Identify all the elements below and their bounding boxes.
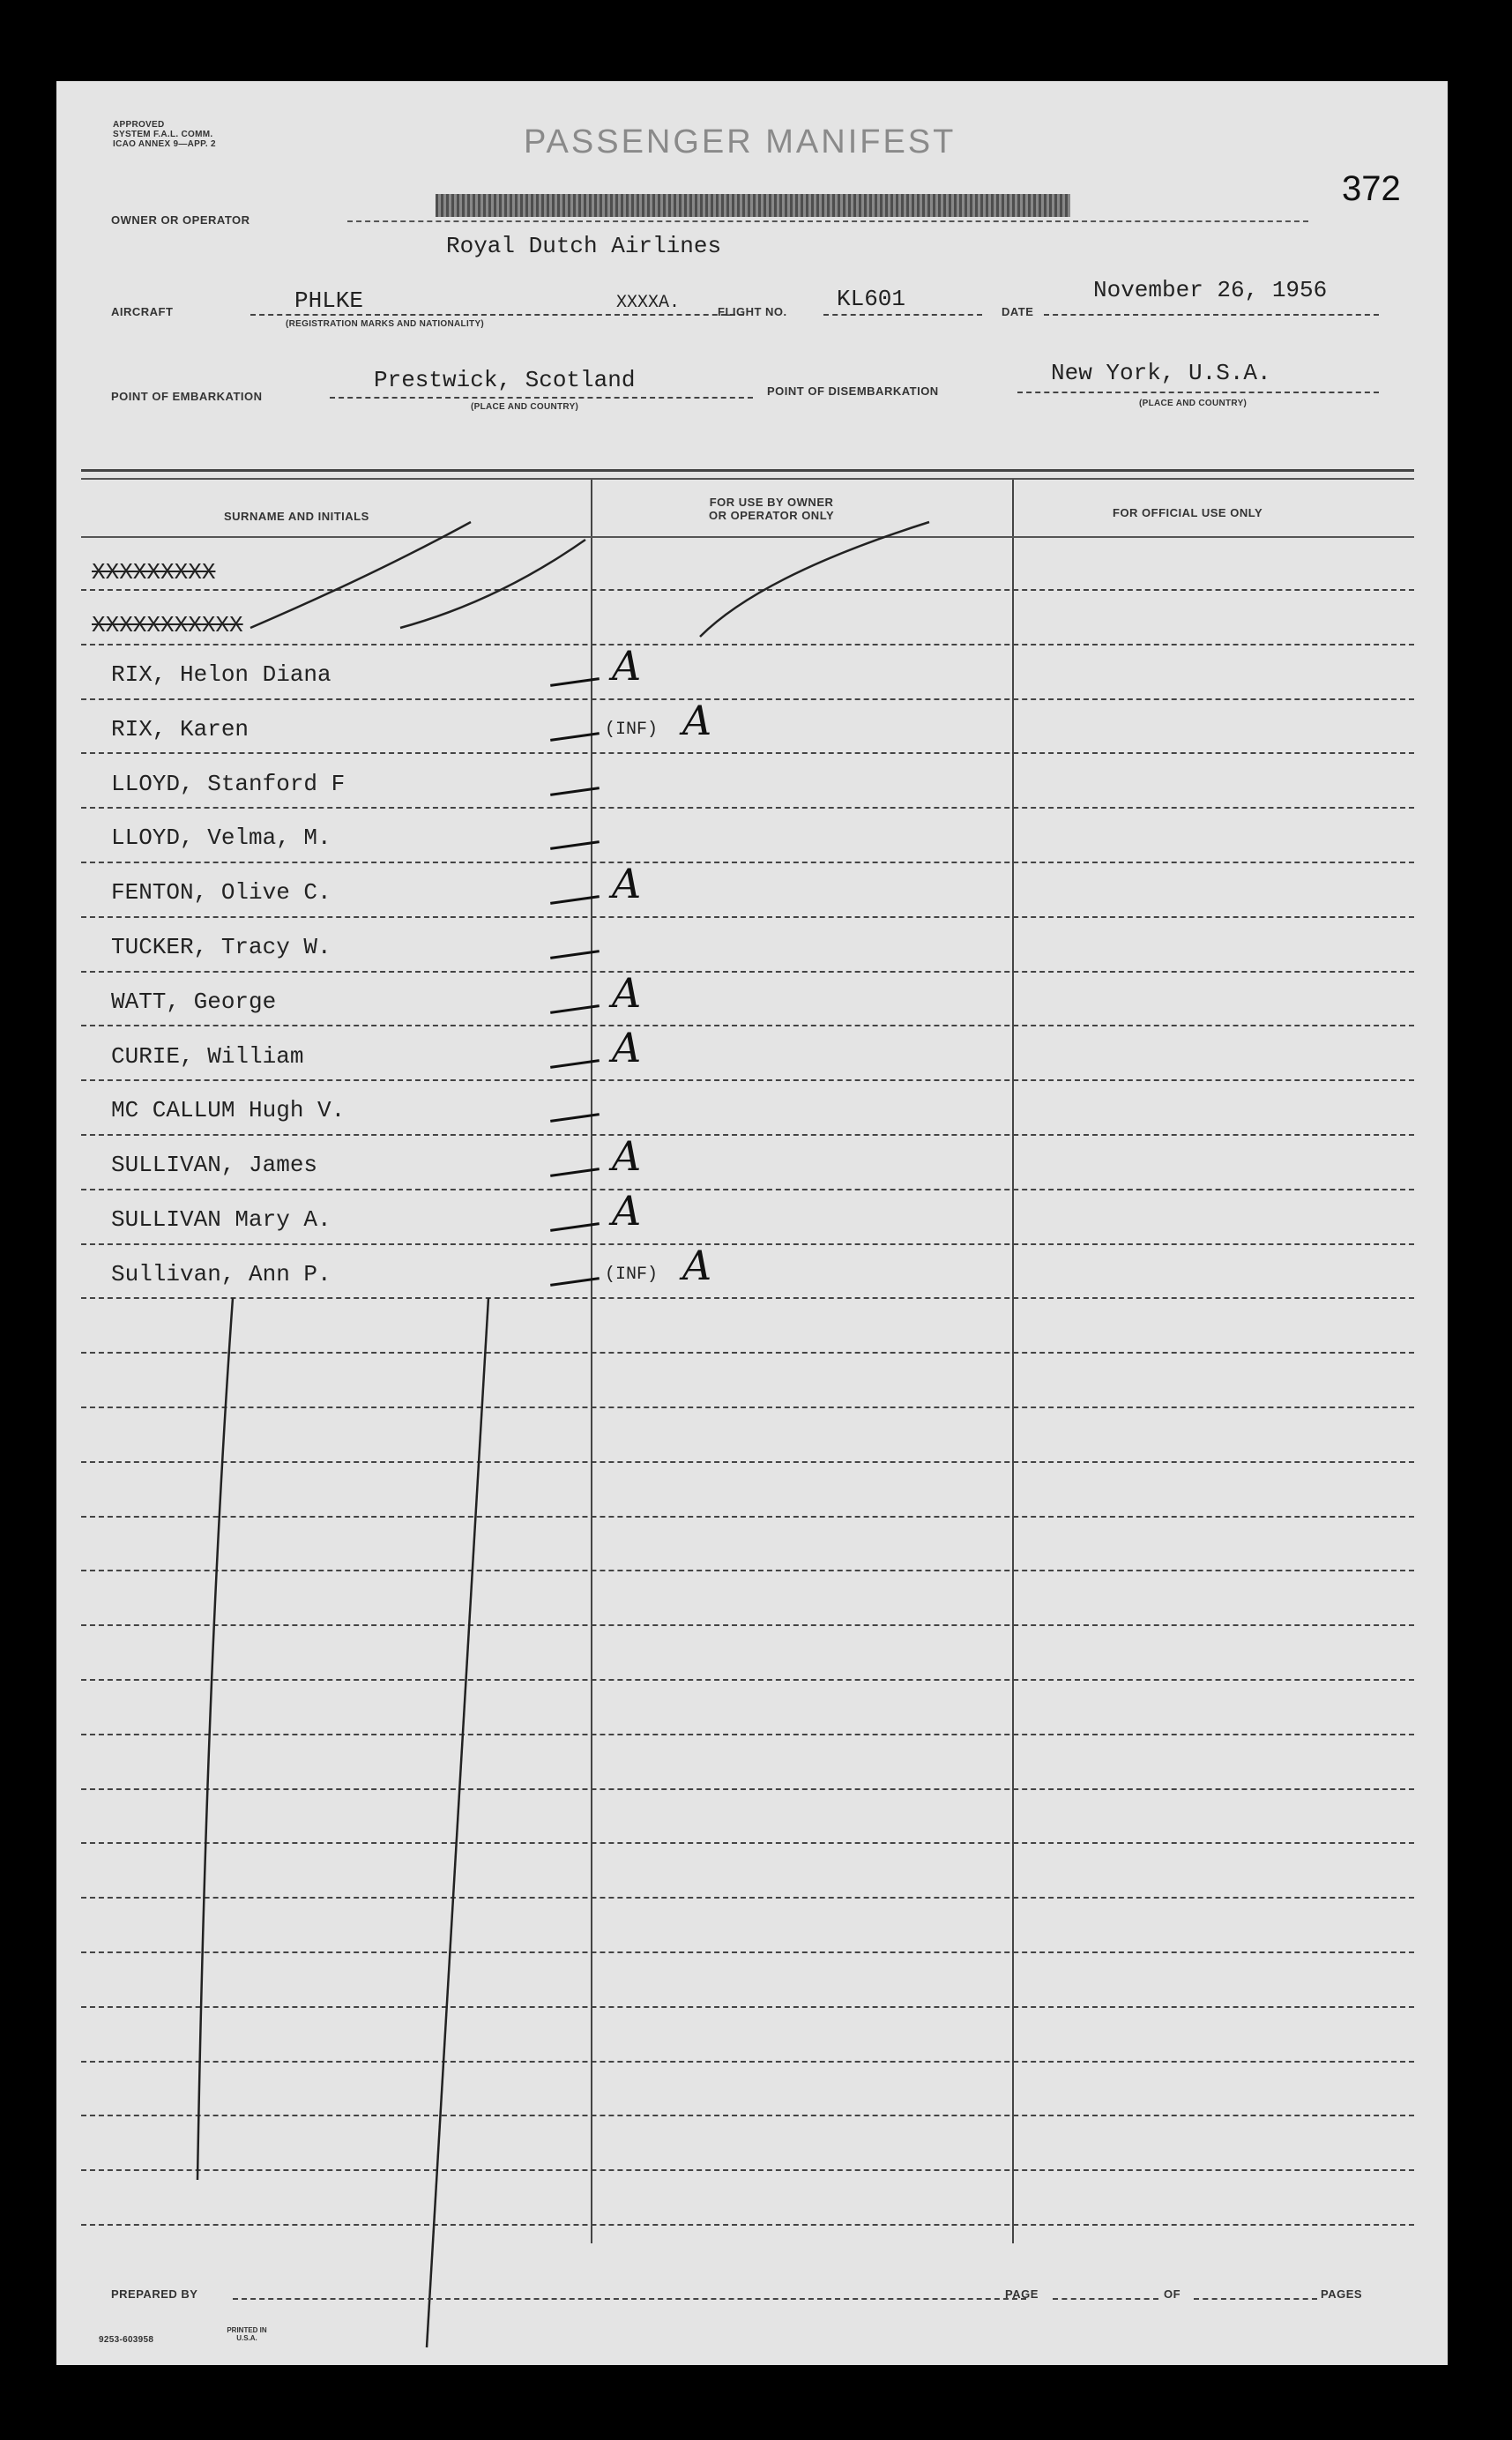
approval-line-3: ICAO ANNEX 9—APP. 2	[113, 139, 216, 149]
aircraft-label: AIRCRAFT	[111, 305, 174, 318]
passenger-name: RIX, Karen	[111, 716, 250, 742]
passenger-name: SULLIVAN, James	[111, 1152, 318, 1178]
margin-stroke-1	[197, 1298, 233, 2180]
struck-row-1: XXXXXXXXX	[92, 559, 216, 586]
form-number: 9253-603958	[99, 2335, 154, 2345]
page-stamp: 372	[1342, 169, 1401, 208]
handwritten-mark: A	[612, 969, 642, 1017]
of-label: OF	[1164, 2287, 1181, 2301]
handwritten-mark: A	[612, 860, 642, 907]
disembarkation-caption: (PLACE AND COUNTRY)	[1139, 399, 1248, 408]
col-header-owner-line2: OR OPERATOR ONLY	[709, 509, 835, 522]
disembarkation-value: New York, U.S.A.	[1051, 360, 1271, 386]
handwritten-mark: A	[612, 1024, 642, 1071]
handwritten-mark: A	[612, 1187, 642, 1235]
handwritten-strokes	[56, 81, 1448, 2365]
owner-label: OWNER OR OPERATOR	[111, 213, 250, 227]
flight-value: KL601	[837, 286, 906, 312]
cancel-stroke-2	[400, 540, 585, 628]
passenger-name: TUCKER, Tracy W.	[111, 934, 331, 960]
disembarkation-label: POINT OF DISEMBARKATION	[767, 384, 939, 398]
printer-mark: PRINTED IN U.S.A.	[227, 2326, 267, 2342]
passenger-name: CURIE, William	[111, 1043, 304, 1070]
embarkation-caption: (PLACE AND COUNTRY)	[471, 402, 579, 412]
owner-value: Royal Dutch Airlines	[446, 233, 722, 259]
handwritten-mark: A	[612, 642, 642, 690]
cancel-stroke-1	[250, 522, 471, 628]
page-label: PAGE	[1005, 2287, 1039, 2301]
passenger-name: SULLIVAN Mary A.	[111, 1206, 331, 1233]
passenger-name: WATT, George	[111, 989, 277, 1015]
form-title: PASSENGER MANIFEST	[524, 123, 957, 160]
embarkation-label: POINT OF EMBARKATION	[111, 390, 263, 403]
handwritten-mark: A	[612, 1132, 642, 1180]
pages-label: PAGES	[1321, 2287, 1363, 2301]
aircraft-value: PHLKE	[294, 287, 364, 314]
manifest-sheet	[56, 81, 1448, 2365]
passenger-note: (INF)	[605, 720, 659, 740]
prepared-label: PREPARED BY	[111, 2287, 198, 2301]
passenger-name: LLOYD, Velma, M.	[111, 825, 331, 851]
struck-row-2: XXXXXXXXXXX	[92, 612, 243, 638]
passenger-note: (INF)	[605, 1265, 659, 1285]
embarkation-value: Prestwick, Scotland	[374, 367, 636, 393]
col-header-surname: SURNAME AND INITIALS	[224, 510, 369, 523]
passenger-name: FENTON, Olive C.	[111, 879, 331, 906]
cancel-stroke-3	[700, 522, 929, 637]
margin-stroke-2	[427, 1298, 488, 2347]
col-header-owner-line1: FOR USE BY OWNER	[709, 496, 834, 509]
date-value: November 26, 1956	[1093, 277, 1328, 303]
aircraft-caption: (REGISTRATION MARKS AND NATIONALITY)	[286, 319, 485, 329]
passenger-name: LLOYD, Stanford F	[111, 771, 346, 797]
col-header-official: FOR OFFICIAL USE ONLY	[1113, 506, 1263, 519]
flight-label: FLIGHT NO.	[718, 305, 787, 318]
approval-line-2: SYSTEM F.A.L. COMM.	[113, 130, 213, 139]
passenger-name: Sullivan, Ann P.	[111, 1261, 331, 1287]
handwritten-mark: A	[682, 697, 712, 744]
approval-line-1: APPROVED	[113, 120, 165, 130]
date-label: DATE	[1002, 305, 1034, 318]
aircraft-struck-text: XXXXA.	[616, 293, 681, 313]
passenger-name: RIX, Helon Diana	[111, 661, 331, 688]
passenger-name: MC CALLUM Hugh V.	[111, 1097, 346, 1123]
handwritten-mark: A	[682, 1242, 712, 1289]
